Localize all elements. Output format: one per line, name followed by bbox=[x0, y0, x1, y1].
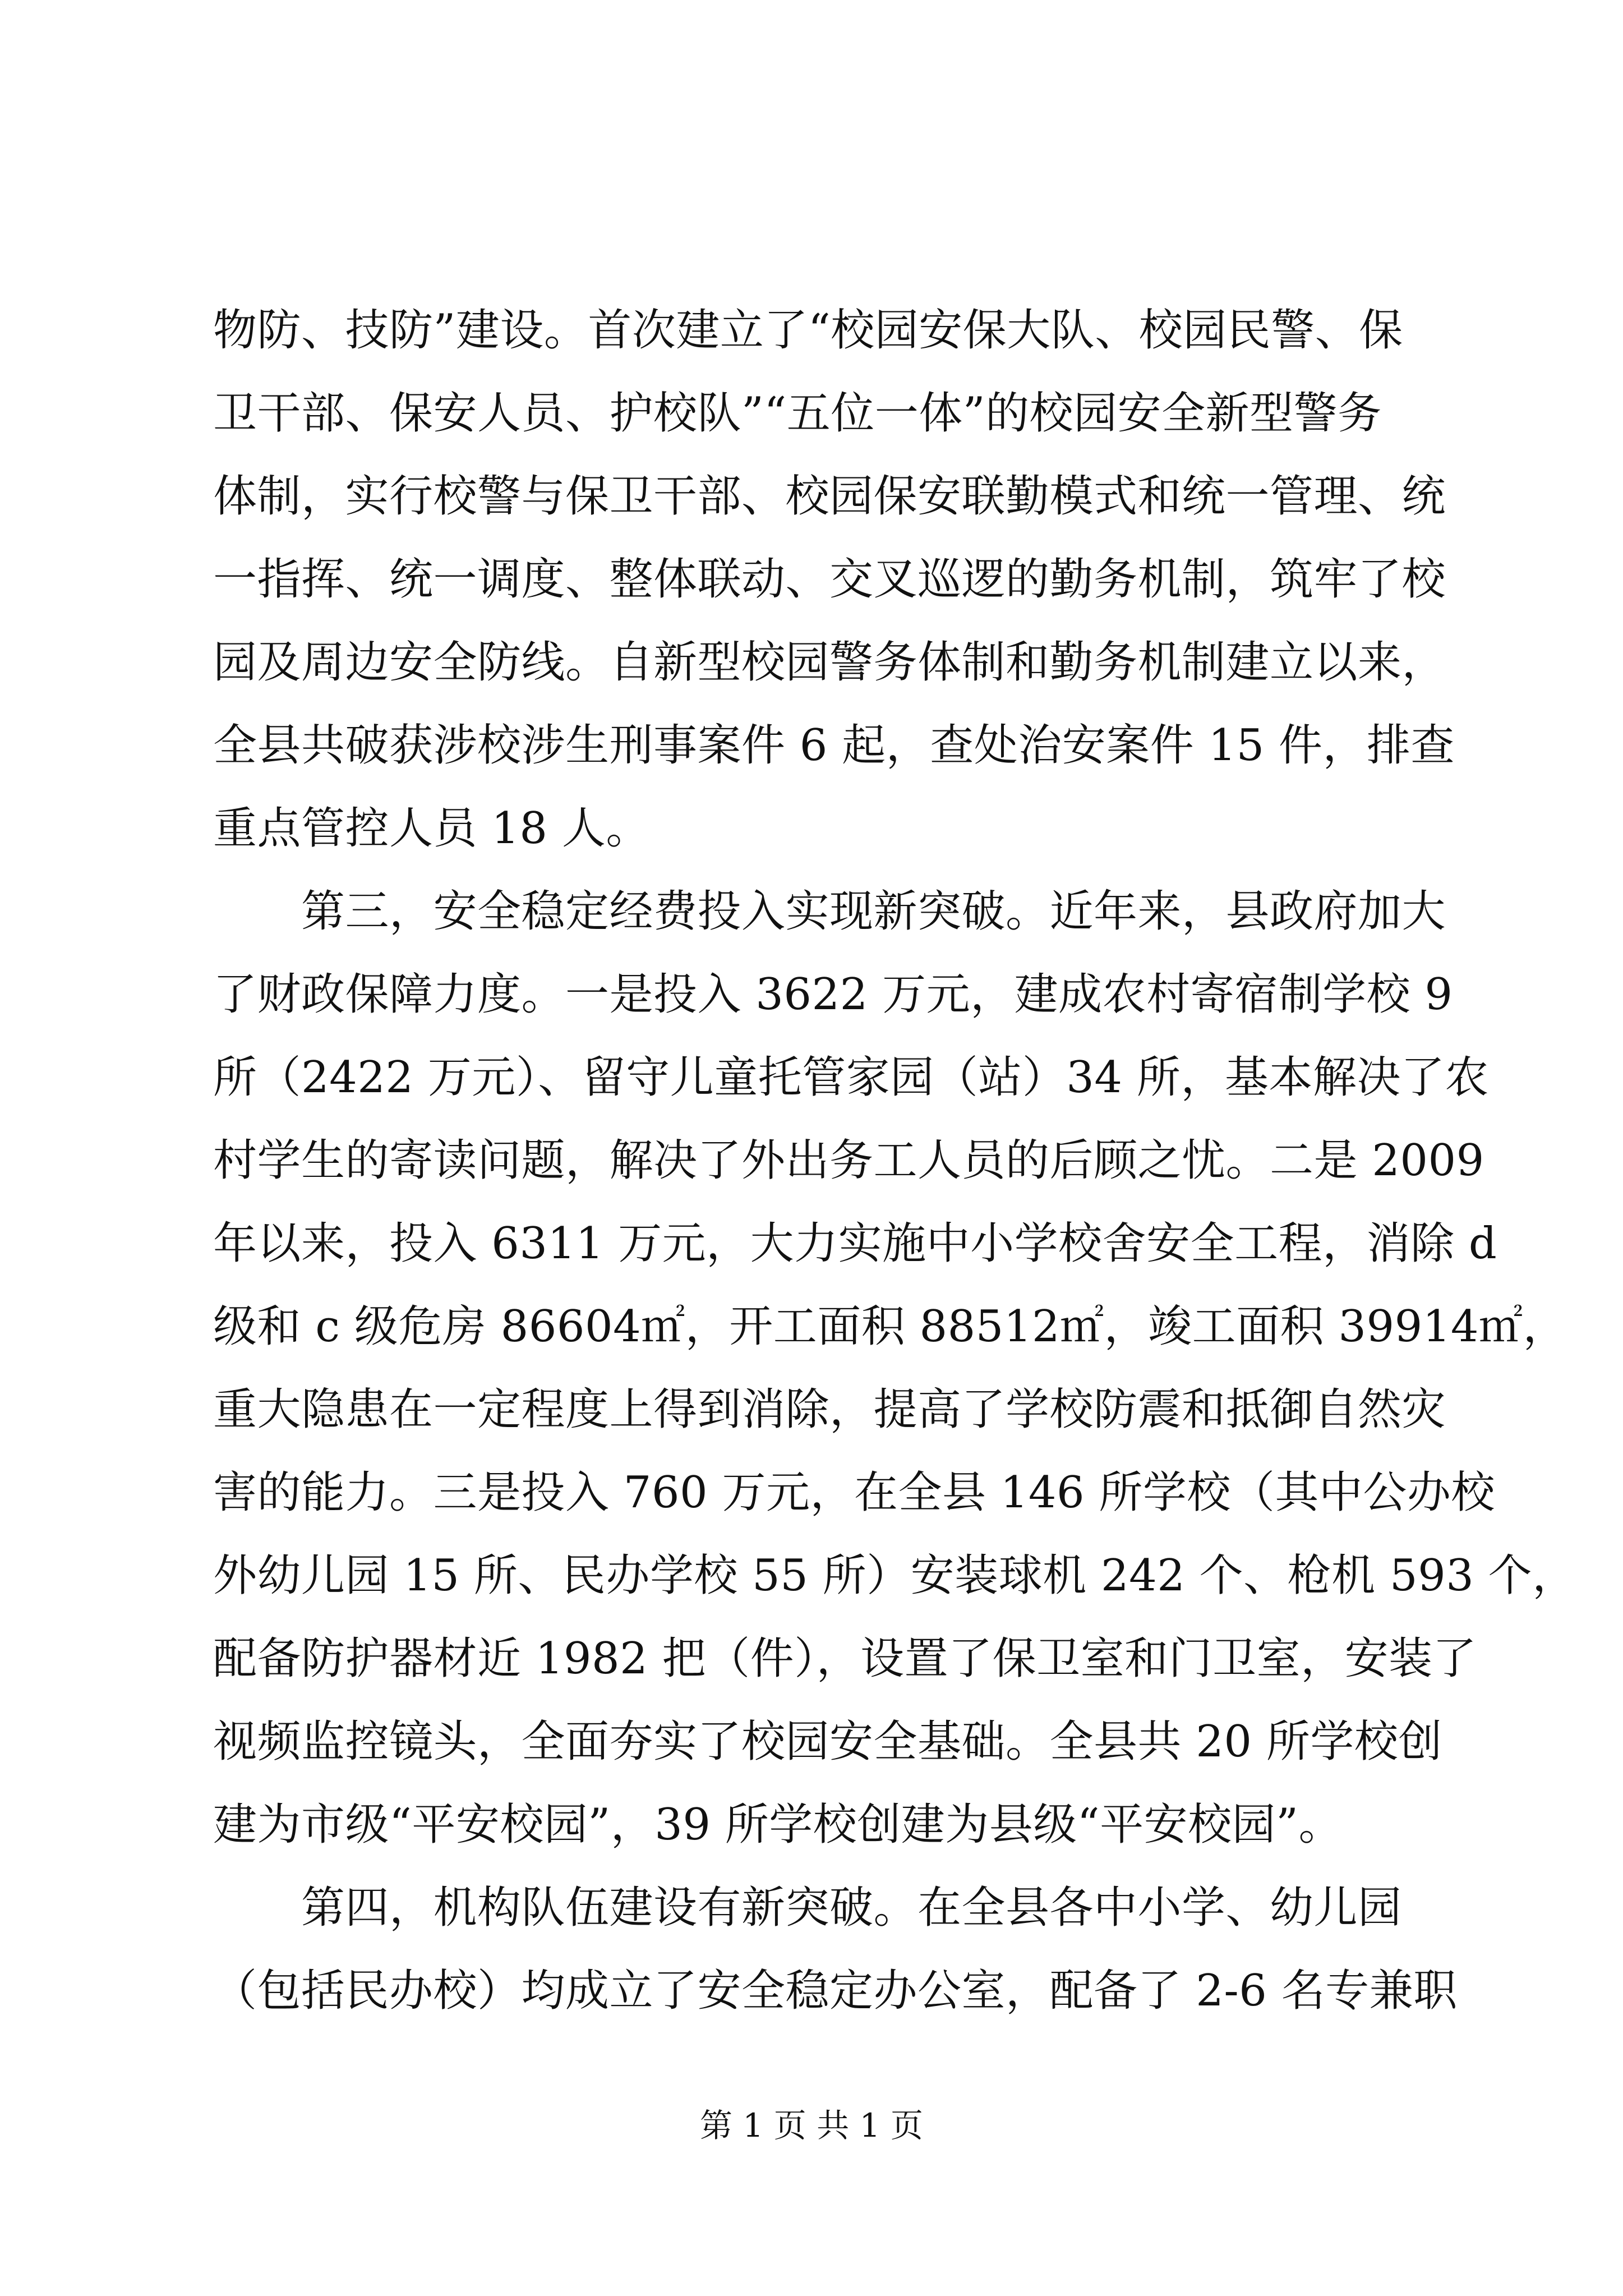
body-text-line: 所（2422 万元）、留守儿童托管家园（站）34 所，基本解决了农 bbox=[213, 1052, 1489, 1103]
body-text-line: 重大隐患在一定程度上得到消除，提高了学校防震和抵御自然灾 bbox=[213, 1384, 1446, 1435]
body-text-line: 视频监控镜头，全面夯实了校园安全基础。全县共 20 所学校创 bbox=[213, 1717, 1442, 1767]
body-text-line: 了财政保障力度。一是投入 3622 万元，建成农村寄宿制学校 9 bbox=[213, 969, 1453, 1020]
body-text-line: 重点管控人员 18 人。 bbox=[213, 803, 650, 854]
body-text-line: 害的能力。三是投入 760 万元，在全县 146 所学校（其中公办校 bbox=[213, 1467, 1495, 1518]
body-text-line: 年以来，投入 6311 万元，大力实施中小学校舍安全工程，消除 d bbox=[213, 1218, 1497, 1269]
body-text-line: 物防、技防”建设。首次建立了“校园安保大队、校园民警、保 bbox=[213, 305, 1403, 356]
body-text-line: 配备防护器材近 1982 把（件），设置了保卫室和门卫室，安装了 bbox=[213, 1634, 1477, 1684]
body-text-line: 第四，机构队伍建设有新突破。在全县各中小学、幼儿园 bbox=[213, 1883, 1402, 1933]
body-text-line: 卫干部、保安人员、护校队”“五位一体”的校园安全新型警务 bbox=[213, 388, 1382, 439]
body-text-line: 园及周边安全防线。自新型校园警务体制和勤务机制建立以来， bbox=[213, 637, 1446, 688]
body-text-line: 建为市级“平安校园”，39 所学校创建为县级“平安校园”。 bbox=[213, 1800, 1343, 1850]
body-text-line: 全县共破获涉校涉生刑事案件 6 起，查处治安案件 15 件，排查 bbox=[213, 720, 1455, 771]
body-text-line: 一指挥、统一调度、整体联动、交叉巡逻的勤务机制，筑牢了校 bbox=[213, 554, 1446, 605]
body-text-line: 体制，实行校警与保卫干部、校园保安联勤模式和统一管理、统 bbox=[213, 471, 1446, 522]
body-text-line: 外幼儿园 15 所、民办学校 55 所）安装球机 242 个、枪机 593 个， bbox=[213, 1550, 1576, 1601]
body-text-line: 村学生的寄读问题，解决了外出务工人员的后顾之忧。二是 2009 bbox=[213, 1135, 1484, 1186]
body-text-line: （包括民办校）均成立了安全稳定办公室，配备了 2-6 名专兼职 bbox=[213, 1966, 1458, 2016]
body-text-line: 级和 c 级危房 86604㎡，开工面积 88512㎡，竣工面积 39914㎡， bbox=[213, 1301, 1567, 1352]
page-footer: 第 1 页 共 1 页 bbox=[700, 2106, 923, 2145]
body-text-line: 第三，安全稳定经费投入实现新突破。近年来，县政府加大 bbox=[213, 886, 1446, 937]
